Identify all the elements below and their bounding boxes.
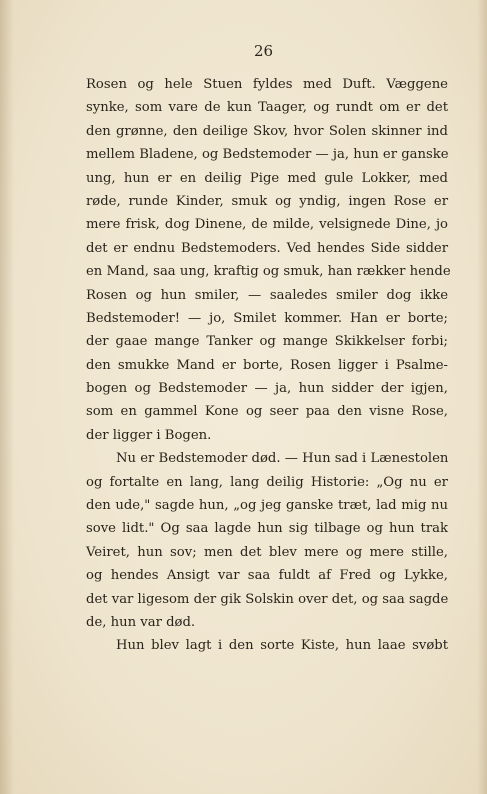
text-line: den ude," sagde hun, „og jeg ganske træt, lad mig nu bbox=[86, 498, 448, 514]
text-line: det var ligesom der gik Solskin over det, og saa sagde bbox=[86, 591, 449, 607]
text-line: en Mand, saa ung, kraftig og smuk, han rækker hende bbox=[86, 264, 451, 280]
text-line: bogen og Bedstemoder — ja, hun sidder der igjen, bbox=[86, 381, 448, 397]
page-number: 26 bbox=[253, 42, 274, 60]
text-line: Rosen og hun smiler, — saaledes smiler dog ikke bbox=[86, 287, 448, 303]
text-line: den grønne, den deilige Skov, hvor Solen skinner ind bbox=[86, 123, 448, 139]
text-line: mere frisk, dog Dinene, de milde, velsignede Dine, jo bbox=[86, 217, 448, 233]
text-line: Veiret, hun sov; men det blev mere og mere stille, bbox=[86, 544, 448, 560]
text-line: der gaae mange Tanker og mange Skikkelser forbi; bbox=[86, 334, 448, 350]
page-shadow-right bbox=[477, 0, 487, 794]
text-line: Bedstemoder! — jo, Smilet kommer. Han er borte; bbox=[86, 310, 448, 326]
text-line: og hendes Ansigt var saa fuldt af Fred og Lykke, bbox=[86, 568, 448, 584]
text-line: Nu er Bedstemoder død. — Hun sad i Lænestolen bbox=[116, 451, 449, 467]
text-line: og fortalte en lang, lang deilig Historie: „Og nu er bbox=[86, 474, 448, 490]
text-line: Rosen og hele Stuen fyldes med Duft. Væggene bbox=[86, 77, 448, 92]
text-line: synke, som vare de kun Taager, og rundt om er det bbox=[86, 100, 448, 116]
text-line: den smukke Mand er borte, Rosen ligger i Psalme- bbox=[86, 357, 448, 373]
text-line: mellem Bladene, og Bedstemoder — ja, hun er ganske bbox=[86, 147, 449, 163]
body-text bbox=[86, 73, 451, 658]
text-line: Hun blev lagt i den sorte Kiste, hun laae svøbt bbox=[116, 638, 448, 654]
text-line: røde, runde Kinder, smuk og yndig, ingen Rose er bbox=[86, 193, 448, 209]
page-shadow-left bbox=[0, 0, 14, 794]
text-line: det er endnu Bedstemoders. Ved hendes Side sidder bbox=[86, 240, 448, 256]
text-line: som en gammel Kone og seer paa den visne Rose, bbox=[86, 404, 448, 420]
text-line: de, hun var død. bbox=[86, 614, 196, 630]
text-line: der ligger i Bogen. bbox=[86, 427, 212, 443]
text-line: ung, hun er en deilig Pige med gule Lokker, med bbox=[86, 170, 448, 186]
text-line: sove lidt." Og saa lagde hun sig tilbage og hun trak bbox=[86, 521, 448, 537]
